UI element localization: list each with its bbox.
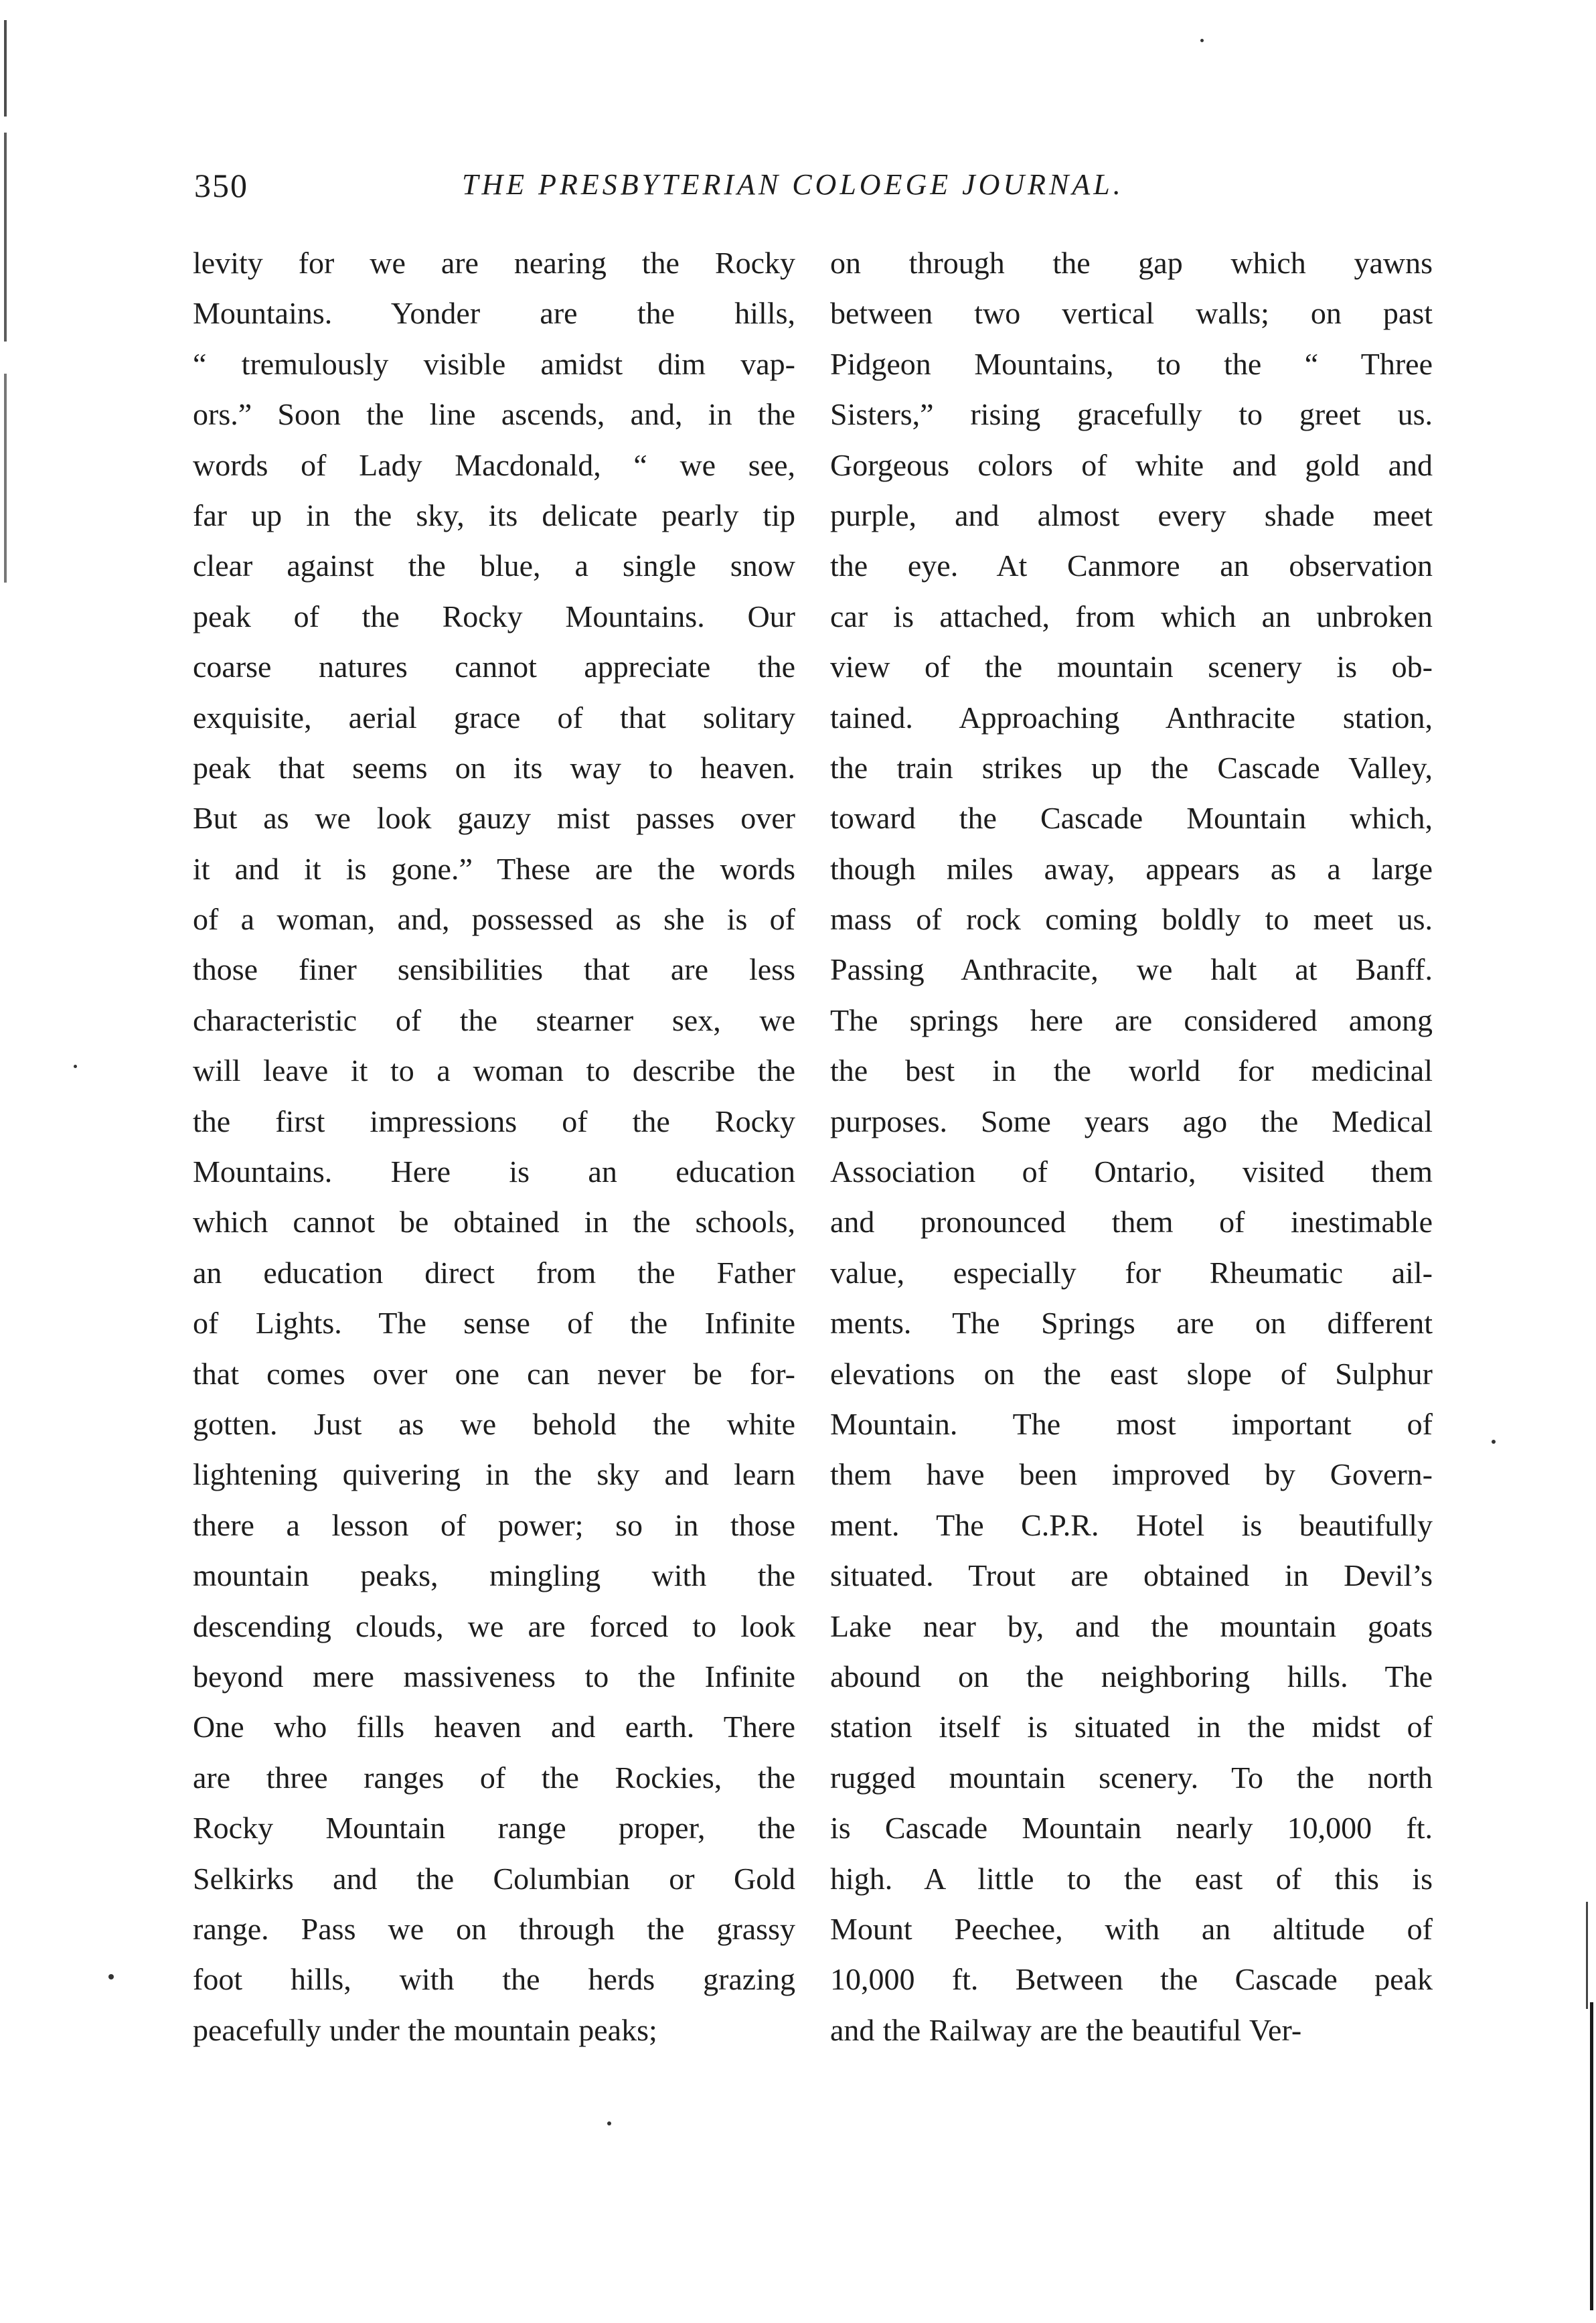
text-line: The springs here are considered among [830,1002,1433,1037]
text-line: high. A little to the east of this is [830,1861,1433,1896]
text-line: though miles away, appears as a large [830,851,1433,886]
text-line: mass of rock coming boldly to meet us. [830,902,1433,937]
text-line: Selkirks and the Columbian or Gold [193,1861,795,1896]
text-line: levity for we are nearing the Rocky [193,246,795,280]
text-line: are three ranges of the Rockies, the [193,1760,795,1795]
text-line: exquisite, aerial grace of that solitary [193,700,795,735]
page-number: 350 [194,167,248,204]
text-line: on through the gap which yawns [830,246,1433,280]
text-line: them have been improved by Govern- [830,1457,1433,1492]
text-line: lightening quivering in the sky and learn [193,1457,795,1492]
text-line: Sisters,” rising gracefully to greet us. [830,397,1433,432]
text-line: is Cascade Mountain nearly 10,000 ft. [830,1811,1433,1846]
text-line: situated. Trout are obtained in Devil’s [830,1558,1433,1593]
text-line: But as we look gauzy mist passes over [193,801,795,836]
text-line: will leave it to a woman to describe the [193,1053,795,1088]
text-line: value, especially for Rheumatic ail- [830,1255,1433,1290]
text-line: and the Railway are the beautiful Ver- [830,2012,1302,2047]
text-line: Association of Ontario, visited them [830,1154,1433,1189]
text-line: Lake near by, and the mountain goats [830,1608,1433,1643]
text-line: Rocky Mountain range proper, the [193,1811,795,1846]
text-line: ments. The Springs are on different [830,1306,1433,1341]
dust-speck [1492,1440,1496,1444]
text-line: station itself is situated in the midst of [830,1710,1433,1744]
text-line: an education direct from the Father [193,1255,795,1290]
text-line: of Lights. The sense of the Infinite [193,1306,795,1341]
text-line: Mountains. Yonder are the hills, [193,296,795,331]
text-line: the first impressions of the Rocky [193,1104,795,1138]
text-line: characteristic of the stearner sex, we [193,1002,795,1037]
running-head [194,166,1433,213]
text-line: Mount Peechee, with an altitude of [830,1911,1433,1946]
text-line: elevations on the east slope of Sulphur [830,1356,1433,1391]
text-line: far up in the sky, its delicate pearly tip [193,498,795,532]
text-line: ment. The C.P.R. Hotel is beautifully [830,1507,1433,1542]
text-line: that comes over one can never be for- [193,1356,795,1391]
text-line: Gorgeous colors of white and gold and [830,447,1433,482]
text-line: words of Lady Macdonald, “ we see, [193,447,795,482]
text-line: between two vertical walls; on past [830,296,1433,331]
text-line: purposes. Some years ago the Medical [830,1104,1433,1138]
text-line: of a woman, and, possessed as she is of [193,902,795,937]
text-line: Mountains. Here is an education [193,1154,795,1189]
text-line: it and it is gone.” These are the words [193,851,795,886]
text-line: 10,000 ft. Between the Cascade peak [830,1962,1433,1997]
text-line: foot hills, with the herds grazing [193,1962,795,1997]
text-line: peacefully under the mountain peaks; [193,2012,657,2047]
text-line: ors.” Soon the line ascends, and, in the [193,397,795,432]
text-line: descending clouds, we are forced to look [193,1608,795,1643]
text-line: abound on the neighboring hills. The [830,1659,1433,1694]
dust-speck [1200,39,1204,42]
text-line: car is attached, from which an unbroken [830,599,1433,633]
text-line: the eye. At Canmore an observation [830,548,1433,583]
text-line: Pidgeon Mountains, to the “ Three [830,346,1433,381]
text-line: coarse natures cannot appreciate the [193,650,795,684]
text-line: the train strikes up the Cascade Valley, [830,750,1433,785]
text-line: the best in the world for medicinal [830,1053,1433,1088]
text-line: Passing Anthracite, we halt at Banff. [830,952,1433,987]
text-line: view of the mountain scenery is ob- [830,650,1433,684]
text-line: and pronounced them of inestimable [830,1205,1433,1240]
text-line: gotten. Just as we behold the white [193,1406,795,1441]
text-line: range. Pass we on through the grassy [193,1911,795,1946]
text-line: tained. Approaching Anthracite station, [830,700,1433,735]
text-line: which cannot be obtained in the schools, [193,1205,795,1240]
dust-speck [607,2121,611,2125]
text-line: toward the Cascade Mountain which, [830,801,1433,836]
dust-speck [108,1974,114,1979]
left-text-column [193,238,795,2055]
text-line: those finer sensibilities that are less [193,952,795,987]
text-line: there a lesson of power; so in those [193,1507,795,1542]
text-line: peak of the Rocky Mountains. Our [193,599,795,633]
text-line: purple, and almost every shade meet [830,498,1433,532]
dust-speck [74,1065,77,1068]
scan-right-edge-artifact-upper [1586,1902,1588,2009]
text-line: mountain peaks, mingling with the [193,1558,795,1593]
text-line: beyond mere massiveness to the Infinite [193,1659,795,1694]
text-line: Mountain. The most important of [830,1406,1433,1441]
scan-right-edge-artifact [1590,2002,1593,2310]
text-line: rugged mountain scenery. To the north [830,1760,1433,1795]
text-line: peak that seems on its way to heaven. [193,750,795,785]
text-line: One who fills heaven and earth. There [193,1710,795,1744]
right-text-column [830,238,1433,2055]
text-line: “ tremulously visible amidst dim vap- [193,346,795,381]
scan-left-edge-artifact [4,20,7,824]
text-line: clear against the blue, a single snow [193,548,795,583]
journal-title: THE PRESBYTERIAN COLOEGE JOURNAL. [462,168,1124,201]
